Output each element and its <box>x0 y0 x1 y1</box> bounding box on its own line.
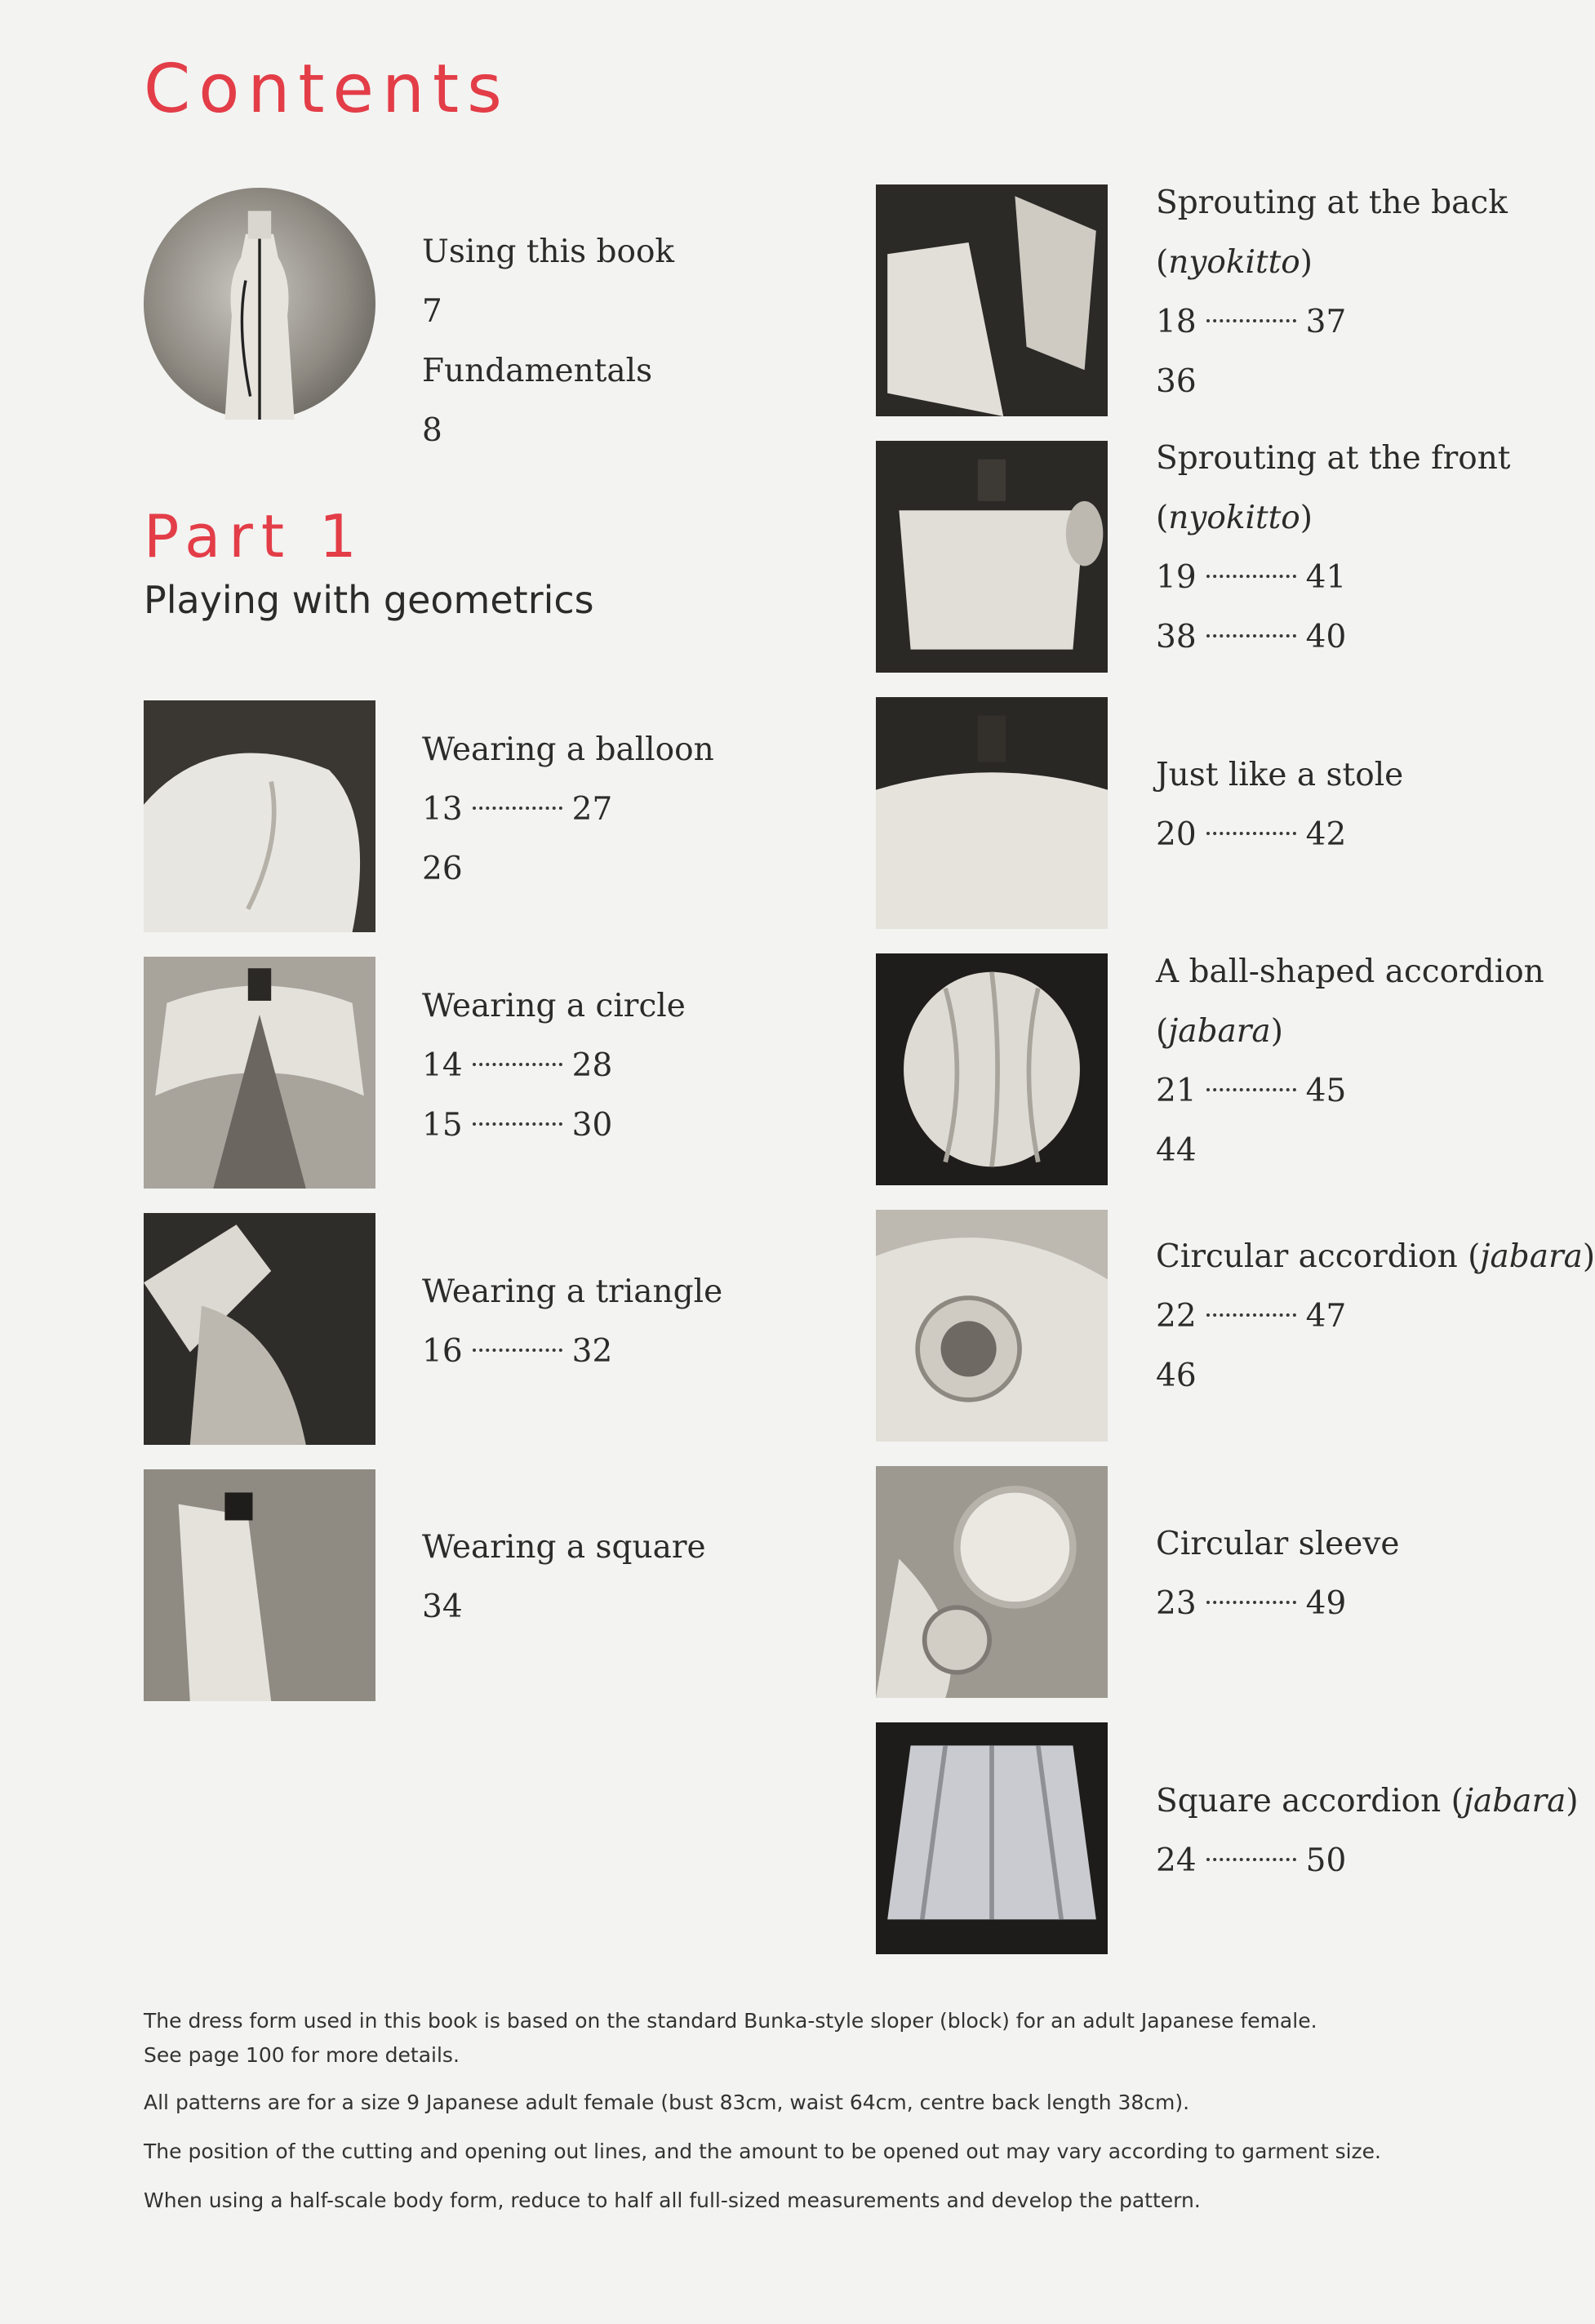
entry-subtitle <box>1156 233 1508 292</box>
leader-dots <box>1206 1601 1296 1604</box>
page-refs <box>1156 1061 1544 1121</box>
toc-entry-triangle[interactable] <box>422 1262 722 1381</box>
page-number: 24 <box>1156 1842 1197 1879</box>
entry-subtitle <box>1156 1002 1544 1061</box>
entry-title: Wearing a triangle <box>422 1273 723 1310</box>
toc-entry-square-accordion[interactable] <box>1156 1771 1579 1891</box>
page-number: 15 <box>422 1107 463 1144</box>
page-number: 7 <box>422 293 442 330</box>
footnotes <box>144 2004 1381 2233</box>
entry-title: Sprouting at the front <box>1156 440 1511 477</box>
page-title: Contents <box>144 51 510 128</box>
sprouting-back-photo <box>876 184 1108 416</box>
stole-photo <box>876 697 1108 929</box>
note-text: See page 100 for more details. <box>144 2043 460 2067</box>
toc-entry-circular-sleeve[interactable] <box>1156 1514 1399 1633</box>
note-dress-form <box>144 2004 1381 2073</box>
paren: ) <box>1270 1013 1283 1050</box>
circular-sleeve-photo <box>876 1466 1108 1698</box>
triangle-garment-icon <box>144 1213 375 1445</box>
page-refs <box>422 1095 686 1155</box>
square-accordion-photo <box>876 1722 1108 1954</box>
page-number: 14 <box>422 1047 463 1084</box>
paren: ) <box>1300 500 1313 536</box>
circle-garment-icon <box>144 957 375 1189</box>
page-number: 27 <box>571 791 613 828</box>
page-number: 41 <box>1305 559 1347 596</box>
leader-dots <box>473 1349 562 1352</box>
toc-entry-balloon[interactable] <box>422 720 714 899</box>
entry-title: Wearing a square <box>422 1529 706 1566</box>
stole-garment-icon <box>876 697 1108 929</box>
part-heading: Part 1 <box>144 502 365 571</box>
page-refs <box>1156 1286 1595 1346</box>
circular-accordion-photo <box>876 1210 1108 1442</box>
ball-accordion-photo <box>876 953 1108 1185</box>
paren: ) <box>1300 244 1313 281</box>
page-number: 50 <box>1305 1842 1347 1879</box>
page-number: 40 <box>1305 619 1347 655</box>
entry-title <box>1156 1771 1579 1831</box>
japanese-term: jabara <box>1463 1783 1566 1820</box>
leader-dots <box>1206 575 1296 578</box>
square-photo <box>144 1469 375 1701</box>
leader-dots <box>1206 634 1296 638</box>
page-refs <box>1156 1574 1399 1633</box>
circle-photo <box>144 957 375 1189</box>
entry-title: Wearing a balloon <box>422 731 714 768</box>
page-number: 36 <box>1156 363 1197 400</box>
page-number: 16 <box>422 1333 463 1370</box>
page-number: 13 <box>422 791 463 828</box>
toc-entry-fundamentals[interactable]: Fundamentals <box>422 353 653 389</box>
leader-dots <box>473 807 562 810</box>
balloon-photo <box>144 700 375 932</box>
page-refs <box>422 1322 722 1381</box>
leader-dots <box>1206 1313 1296 1317</box>
page-number: 42 <box>1305 816 1347 853</box>
page-refs <box>422 780 714 839</box>
toc-entry-sprouting-front[interactable] <box>1156 429 1510 667</box>
japanese-term: jabara <box>1480 1238 1583 1275</box>
note-sizing: All patterns are for a size 9 Japanese adult female (bust 83cm, waist 64cm, centre back length 38cm). <box>144 2091 1190 2114</box>
toc-entry-sprouting-back[interactable] <box>1156 173 1508 411</box>
page-refs <box>422 1036 686 1095</box>
page-number: 30 <box>571 1107 613 1144</box>
entry-title-text: Circular accordion ( <box>1156 1238 1481 1275</box>
sprouting-back-icon <box>876 184 1108 416</box>
page-number: 23 <box>1156 1585 1197 1622</box>
page-number: 19 <box>1156 559 1197 596</box>
page-number: 34 <box>422 1589 463 1625</box>
page-refs <box>1156 548 1510 607</box>
dress-form-photo <box>144 188 375 420</box>
toc-entry-using-this-book[interactable]: Using this book <box>422 233 675 270</box>
entry-title-text: Square accordion ( <box>1156 1783 1464 1820</box>
page-number: 45 <box>1305 1073 1347 1109</box>
leader-dots <box>473 1122 562 1126</box>
entry-title: Circular sleeve <box>1156 1526 1400 1562</box>
paren: ( <box>1156 500 1169 536</box>
toc-entry-stole[interactable] <box>1156 745 1403 864</box>
entry-title: Just like a stole <box>1156 757 1404 793</box>
page-number: 32 <box>571 1333 613 1370</box>
page-refs <box>1156 607 1510 667</box>
entry-title: Sprouting at the back <box>1156 184 1508 221</box>
ball-accordion-icon <box>876 953 1108 1185</box>
toc-entry-square[interactable] <box>422 1517 706 1637</box>
toc-entry-circle[interactable] <box>422 976 686 1155</box>
triangle-photo <box>144 1213 375 1445</box>
circular-accordion-icon <box>876 1210 1108 1442</box>
leader-dots <box>1206 319 1296 322</box>
intro-list <box>422 222 674 460</box>
page-number: 8 <box>422 412 442 449</box>
entry-subtitle <box>1156 488 1510 548</box>
page-number: 22 <box>1156 1298 1197 1335</box>
page-number: 21 <box>1156 1073 1197 1109</box>
page-number: 20 <box>1156 816 1197 853</box>
sprouting-front-photo <box>876 441 1108 673</box>
page-number: 18 <box>1156 304 1197 340</box>
japanese-term: jabara <box>1168 1013 1271 1050</box>
toc-entry-ball-accordion[interactable] <box>1156 942 1544 1180</box>
page-number: 47 <box>1305 1298 1347 1335</box>
japanese-term: nyokitto <box>1168 244 1300 281</box>
leader-dots <box>1206 1088 1296 1091</box>
paren: ) <box>1566 1783 1579 1820</box>
dress-form-icon <box>144 188 375 420</box>
page-number: 49 <box>1305 1585 1347 1622</box>
part-subtitle: Playing with geometrics <box>144 578 594 622</box>
page-refs <box>1156 292 1508 352</box>
page-number: 37 <box>1305 304 1347 340</box>
page-number: 38 <box>1156 619 1197 655</box>
entry-title <box>1156 1227 1595 1286</box>
note-cutting-lines: The position of the cutting and opening out lines, and the amount to be opened out may vary according to garment size. <box>144 2140 1382 2163</box>
page-number: 46 <box>1156 1358 1197 1394</box>
page-refs <box>1156 1831 1579 1891</box>
entry-title: Wearing a circle <box>422 988 686 1024</box>
paren: ( <box>1156 244 1169 281</box>
leader-dots <box>473 1063 562 1066</box>
square-garment-icon <box>144 1469 375 1701</box>
circular-sleeve-icon <box>876 1466 1108 1698</box>
sprouting-front-icon <box>876 441 1108 673</box>
page-number: 28 <box>571 1047 613 1084</box>
note-half-scale: When using a half-scale body form, reduce to half all full-sized measurements and develop the pattern. <box>144 2188 1201 2212</box>
page-refs <box>1156 805 1403 864</box>
toc-entry-circular-accordion[interactable] <box>1156 1227 1595 1406</box>
japanese-term: nyokitto <box>1168 500 1300 536</box>
note-text: The dress form used in this book is based on the standard Bunka-style sloper (block) for an adult Japanese female. <box>144 2009 1317 2033</box>
leader-dots <box>1206 1858 1296 1861</box>
square-accordion-icon <box>876 1722 1108 1954</box>
page-number: 44 <box>1156 1132 1197 1169</box>
leader-dots <box>1206 832 1296 835</box>
page-number: 26 <box>422 851 463 887</box>
entry-title: A ball-shaped accordion <box>1156 953 1544 990</box>
balloon-garment-icon <box>144 700 375 932</box>
paren: ) <box>1582 1238 1595 1275</box>
paren: ( <box>1156 1013 1169 1050</box>
